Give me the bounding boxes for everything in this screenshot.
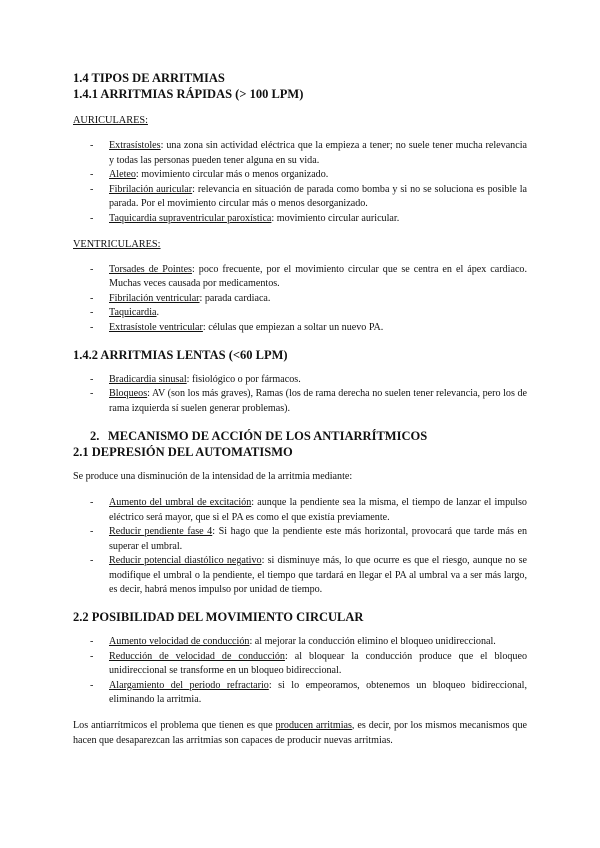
list-item: - Aleteo: movimiento circular más o menos organizado.: [90, 169, 329, 181]
list-item: - Bradicardia sinusal: fisiológico o por fármacos.: [90, 373, 301, 385]
heading-arritmias-rapidas: 1.4.1 ARRITMIAS RÁPIDAS (> 100 LPM): [73, 87, 304, 101]
closing-paragraph: Los antiarrítmicos el problema que tienen es que producen arritmias, es decir, por los mismos mecanismos que hacen que desaparezcan las arritmias son capaces de producir nuevas arritmias.: [73, 720, 527, 746]
list-ventriculares: [73, 263, 527, 336]
list-item: - Fibrilación ventricular: parada cardiaca.: [90, 292, 271, 304]
heading-arritmias-lentas: 1.4.2 ARRITMIAS LENTAS (<60 LPM): [73, 347, 288, 362]
heading-tipos-arritmias: 1.4 TIPOS DE ARRITMIAS: [73, 71, 225, 85]
list-item: - Torsades de Pointes: poco frecuente, por el movimiento circular que se centra en el ápex cardiaco. Muchas veces causada por medicamentos.: [90, 263, 527, 290]
list-item: - Reducir potencial diastólico negativo: si disminuye más, lo que ocurre es que el riesgo, aunque no se modifique el umbral o la pendiente, el tiempo que tardará en llegar el PA al umbral va a ser más largo, es decir, habrá menos impulso por unidad de tiempo.: [90, 555, 527, 596]
list-lentas: [73, 373, 527, 417]
list-item: - Reducir pendiente fase 4: Si hago que la pendiente este más horizontal, provocará que tarde más en superar el umbral.: [90, 526, 527, 552]
heading-depresion-automatismo: 2.1 DEPRESIÓN DEL AUTOMATISMO: [73, 445, 293, 460]
heading-movimiento-circular: 2.2 POSIBILIDAD DEL MOVIMIENTO CIRCULAR: [73, 610, 364, 625]
list-item: - Taquicardia supraventricular paroxística: movimiento circular auricular.: [90, 212, 400, 224]
intro-paragraph: Se produce una disminución de la intensidad de la arritmia mediante:: [73, 471, 353, 483]
section-label-auriculares: AURICULARES:: [73, 115, 148, 126]
list-item: - Aumento velocidad de conducción: al mejorar la conducción elimino el bloqueo unidireccional.: [90, 636, 496, 648]
list-item: - Reducción de velocidad de conducción: al bloquear la conducción produce que el bloqueo unidireccional se transforme en un bloqueo bidireccional.: [90, 650, 527, 677]
list-item: - Taquicardia.: [90, 307, 160, 319]
list-auriculares: [73, 139, 527, 227]
list-item: - Fibrilación auricular: relevancia en situación de parada como bomba y si no se soluciona es posible la parada. Por el movimiento circular más o menos desorganizado.: [90, 183, 527, 210]
list-item: - Extrasístoles: una zona sin actividad eléctrica que la empieza a tener; no suele tener mucha relevancia y todas las personas pueden tener alguna en su vida.: [90, 140, 527, 166]
heading-mecanismo-accion: 2. MECANISMO DE ACCIÓN DE LOS ANTIARRÍTMICOS: [90, 429, 428, 444]
list-automatismo: [73, 496, 527, 598]
section-label-ventriculares: VENTRICULARES:: [73, 238, 161, 250]
list-circular: [73, 635, 527, 708]
list-item: - Alargamiento del periodo refractario: si lo empeoramos, obtenemos un bloqueo bidireccional, eliminando la arritmia.: [90, 679, 527, 706]
list-item: - Aumento del umbral de excitación: aunque la pendiente sea la misma, el tiempo de lanzar el impulso eléctrico será mayor, que si el PA es como el que existía previamente.: [90, 496, 527, 523]
list-item: - Bloqueos: AV (son los más graves), Ramas (los de rama derecha no suelen tener relevancia, pero los de rama izquierda sí suelen generar problemas).: [90, 388, 527, 414]
list-item: - Extrasístole ventricular: células que empiezan a soltar un nuevo PA.: [90, 321, 384, 333]
